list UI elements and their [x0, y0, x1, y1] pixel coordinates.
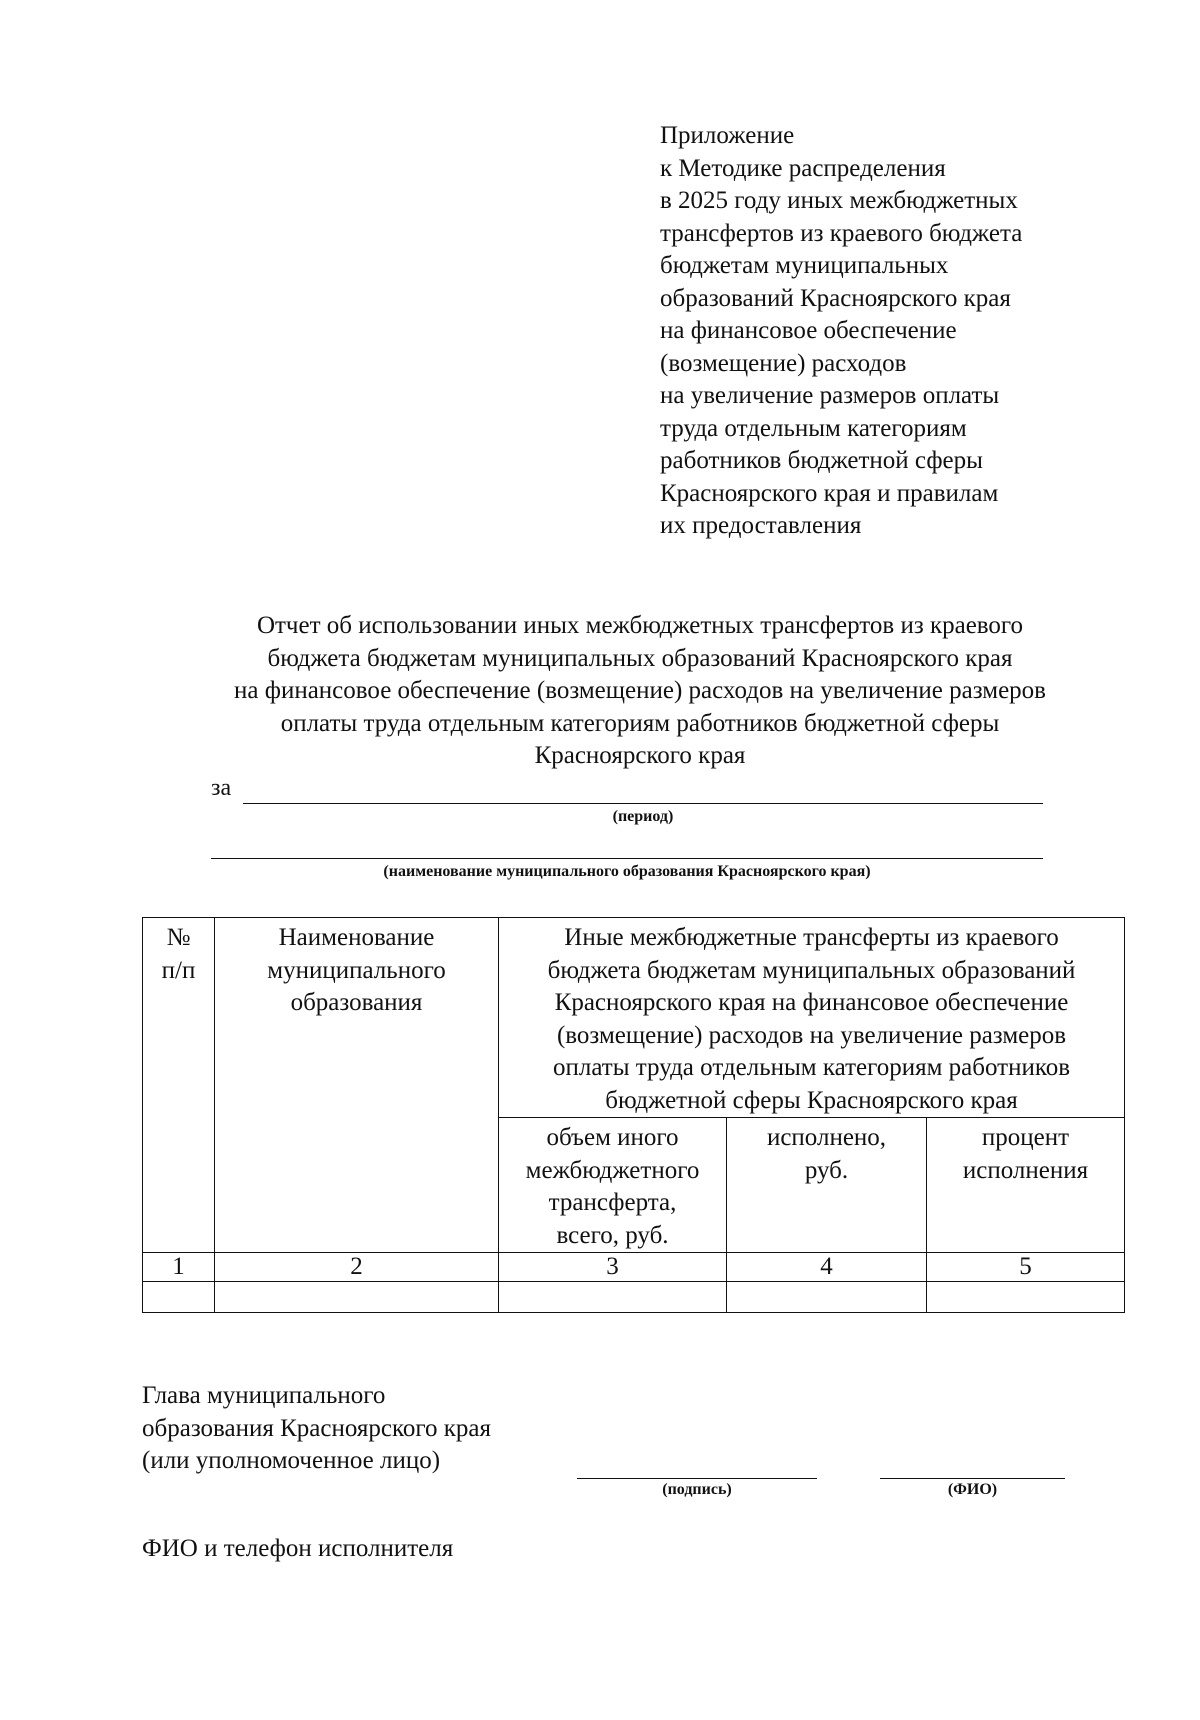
- appendix-line: Приложение: [660, 122, 795, 149]
- municipality-field[interactable]: [211, 858, 1043, 859]
- header-execution-percent: процент исполнения: [927, 1118, 1125, 1253]
- column-index: 4: [727, 1253, 927, 1282]
- table-cell[interactable]: [727, 1282, 927, 1313]
- executor-label: ФИО и телефон исполнителя: [142, 1535, 454, 1562]
- appendix-header: [660, 120, 1120, 543]
- fio-field[interactable]: [880, 1478, 1065, 1479]
- fio-caption: (ФИО): [947, 1481, 998, 1498]
- appendix-line: Красноярского края и правилам: [660, 479, 999, 507]
- header-row: [143, 918, 1125, 1118]
- appendix-line: (возмещение) расходов: [660, 349, 907, 377]
- period-caption: (период): [612, 808, 674, 825]
- table-cell[interactable]: [499, 1282, 727, 1313]
- table-row: [143, 1282, 1125, 1313]
- table-cell[interactable]: [215, 1282, 499, 1313]
- appendix-line: трансфертов из краевого бюджета: [660, 219, 1023, 247]
- appendix-line: их предоставления: [660, 512, 862, 539]
- column-index-row: [143, 1253, 1125, 1282]
- period-prefix: за: [211, 775, 232, 801]
- appendix-line: образований Красноярского края: [660, 284, 1011, 312]
- signature-caption: (подпись): [662, 1481, 732, 1498]
- table-cell[interactable]: [143, 1282, 215, 1313]
- header-transfers-group: Иные межбюджетные трансферты из краевого бюджета бюджетам муниципальных образований Красноярского края на финансовое обеспечение (возмещение) расходов на увеличение размеров оплаты труда отдельным категориям работников бюджетной сферы Красноярского края: [499, 918, 1125, 1118]
- municipality-caption: (наименование муниципального образования Красноярского края): [383, 863, 871, 880]
- column-index: 3: [499, 1253, 727, 1282]
- header-transfer-volume: объем иного межбюджетного трансферта, всего, руб.: [499, 1118, 727, 1253]
- period-field[interactable]: [243, 803, 1043, 804]
- table-cell[interactable]: [927, 1282, 1125, 1313]
- head-signature-label: [142, 1380, 491, 1478]
- appendix-line: в 2025 году иных межбюджетных: [660, 187, 1018, 214]
- header-municipality-name: Наименование муниципального образования: [215, 918, 499, 1253]
- report-table: [142, 917, 1125, 1313]
- appendix-line: на увеличение размеров оплаты: [660, 382, 1000, 409]
- title-line: Красноярского края: [534, 742, 746, 769]
- appendix-line: бюджетам муниципальных: [660, 252, 949, 279]
- signature-field[interactable]: [577, 1478, 817, 1479]
- column-index: 1: [143, 1253, 215, 1282]
- column-index: 5: [927, 1253, 1125, 1282]
- header-number: № п/п: [143, 918, 215, 1253]
- appendix-line: на финансовое обеспечение: [660, 317, 957, 344]
- title-line: оплаты труда отдельным категориям работников бюджетной сферы: [280, 709, 1000, 737]
- report-title: [140, 610, 1140, 773]
- title-line: бюджета бюджетам муниципальных образований Красноярского края: [267, 644, 1013, 672]
- head-line: Глава муниципального: [142, 1382, 386, 1409]
- appendix-line: работников бюджетной сферы: [660, 447, 983, 474]
- title-line: на финансовое обеспечение (возмещение) расходов на увеличение размеров: [234, 677, 1046, 704]
- appendix-line: труда отдельным категориям: [660, 414, 967, 442]
- header-executed: исполнено, руб.: [727, 1118, 927, 1253]
- appendix-line: к Методике распределения: [660, 154, 946, 182]
- head-line: (или уполномоченное лицо): [142, 1447, 441, 1474]
- head-line: образования Красноярского края: [142, 1414, 491, 1442]
- title-line: Отчет об использовании иных межбюджетных трансфертов из краевого: [256, 612, 1024, 639]
- column-index: 2: [215, 1253, 499, 1282]
